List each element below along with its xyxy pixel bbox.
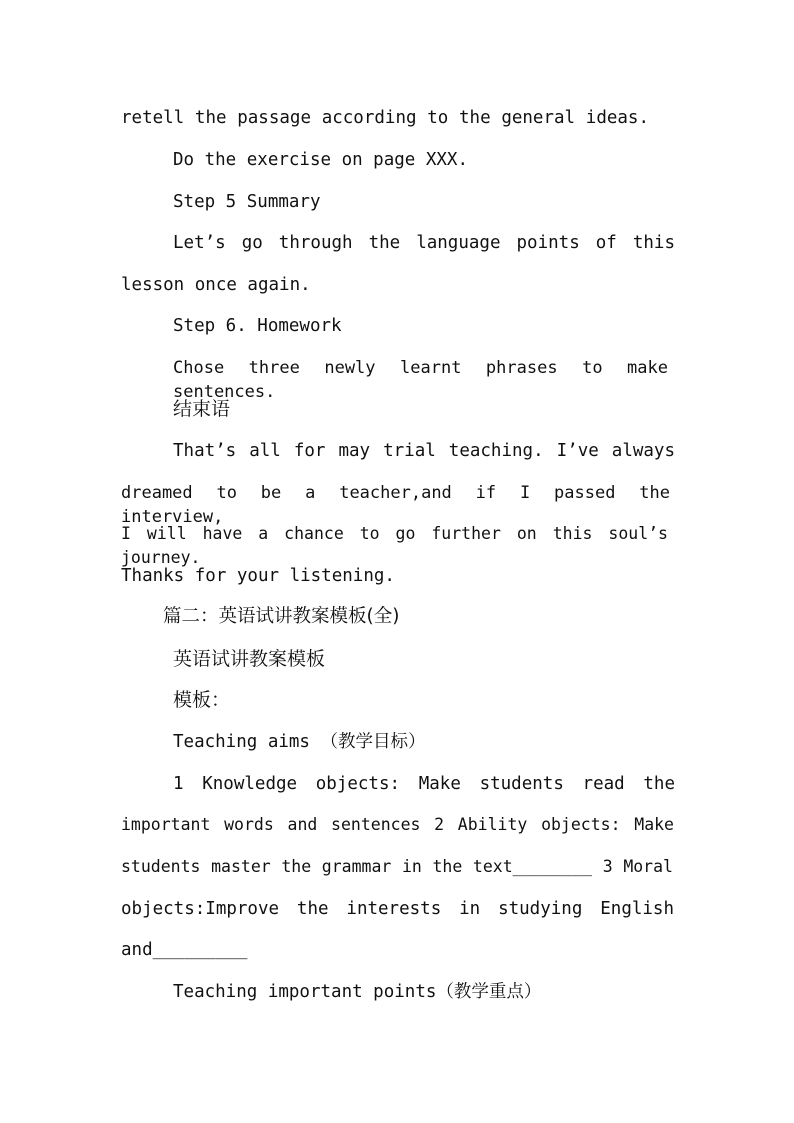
label-line: 模板： — [173, 689, 231, 711]
section-heading: 结束语 — [173, 398, 231, 420]
text-line: objects:Improve the interests in studying English — [121, 899, 674, 919]
text-line: dreamed to be a teacher,and if I passed the interview, — [121, 483, 670, 527]
text-line: retell the passage according to the general ideas. — [121, 108, 649, 128]
text-line: Do the exercise on page XXX. — [173, 150, 469, 170]
subheading: Teaching important points（教学重点） — [173, 982, 542, 1002]
step-heading: Step 6. Homework — [173, 316, 342, 336]
text-line: important words and sentences 2 Ability objects: Make — [121, 815, 674, 834]
text-line: I will have a chance to go further on this soul’s journey. — [121, 524, 668, 567]
text-line: That’s all for may trial teaching. I’ve always — [173, 441, 675, 461]
text-line: 1 Knowledge objects: Make students read the — [173, 774, 675, 794]
text-line: Chose three newly learnt phrases to make sentences. — [173, 358, 668, 402]
text-line: Thanks for your listening. — [121, 566, 395, 586]
subheading: Teaching aims （教学目标） — [173, 732, 426, 752]
text-line: lesson once again. — [121, 275, 311, 295]
text-line: and_________ — [121, 940, 248, 960]
chapter-heading: 篇二：英语试讲教案模板(全) — [163, 606, 400, 627]
text-line: students master the grammar in the text________ 3 Moral — [121, 857, 673, 876]
title-line: 英语试讲教案模板 — [173, 648, 326, 670]
step-heading: Step 5 Summary — [173, 192, 321, 212]
text-line: Let’s go through the language points of this — [173, 233, 675, 253]
